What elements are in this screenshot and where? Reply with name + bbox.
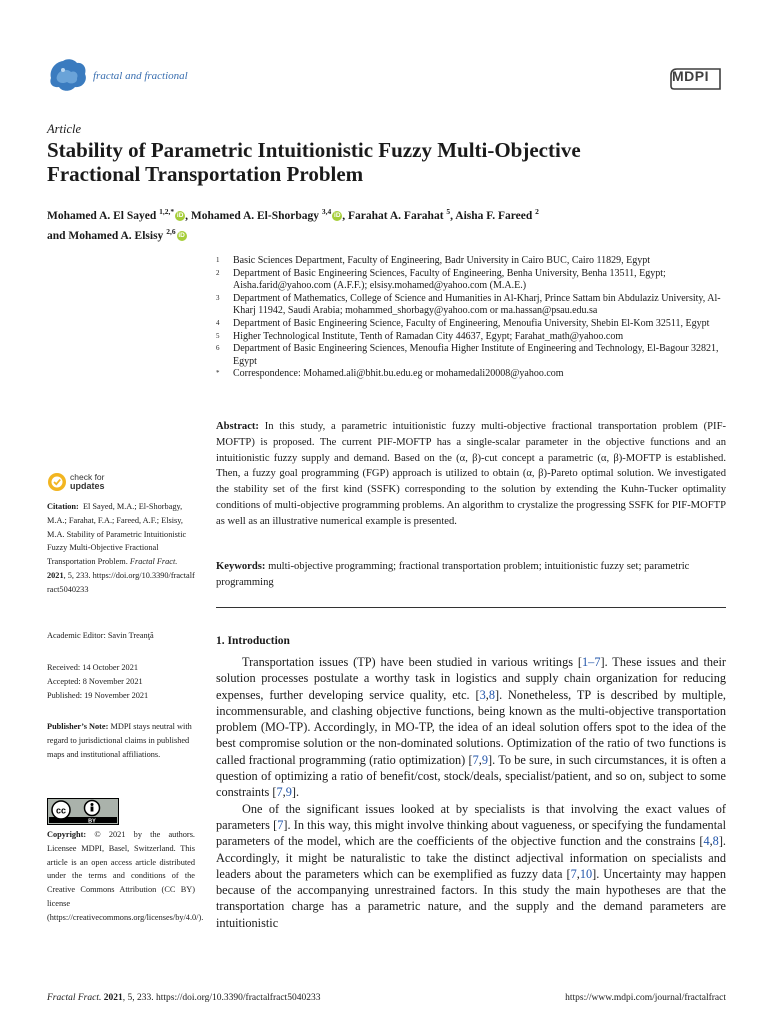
correspondence: * Correspondence: Mohamed.ali@bhit.bu.edu.eg or mohamedali20008@yahoo.com	[216, 368, 564, 380]
orcid-icon[interactable]: iD	[334, 212, 341, 220]
citation-link[interactable]: 9	[285, 785, 292, 800]
affiliation-item: 4 Department of Basic Engineering Science, Faculty of Engineering, Menoufia University, Shebin El-Kom 32511, Egypt	[216, 317, 710, 329]
section-divider	[216, 607, 726, 608]
author-affil-sup: 2,6	[166, 226, 176, 236]
citation-link[interactable]: 10	[579, 866, 593, 881]
author-affil-sup: 5	[446, 207, 451, 216]
copyright-label: Copyright:	[47, 830, 87, 839]
orcid-icon[interactable]: iD	[178, 232, 185, 240]
accepted-date: Accepted: 8 November 2021	[47, 676, 143, 686]
author-name[interactable]: Mohamed A. Elsisy	[68, 229, 164, 242]
author-affil-sup: 1,2,*	[159, 207, 175, 216]
article-type-label: Article	[47, 122, 82, 136]
citation-link[interactable]: 7	[594, 655, 601, 669]
mdpi-logo-text: MDPI	[672, 68, 709, 84]
author-affil-sup: 3,4	[321, 207, 332, 216]
title-line-2: Fractional Transportation Problem	[47, 162, 364, 186]
citation-link[interactable]: 7	[570, 866, 577, 881]
footer-citation: Fractal Fract. 2021, 5, 233. https://doi.org/10.3390/fractalfract5040233	[47, 993, 321, 1003]
cc-by-license-icon[interactable]	[47, 798, 119, 825]
affiliation-item: 3 Department of Mathematics, College of Science and Humanities in Al-Kharj, Prince Sattam bin Abdulaziz University, Al-Kharj 11942, Saudi Arabia; mohammed_shorbagy@yahoo.com or ma.hassan@psau.edu.sa	[216, 292, 721, 317]
title-line-1: Stability of Parametric Intuitionistic Fuzzy Multi-Objective	[47, 138, 581, 162]
keywords-label: Keywords:	[216, 561, 266, 572]
journal-logo-icon	[47, 56, 89, 94]
citation-link[interactable]: 4	[703, 834, 710, 849]
citation-link[interactable]: 7	[276, 785, 283, 800]
abstract	[216, 419, 726, 530]
citation-link[interactable]: 8	[712, 834, 719, 849]
author-name[interactable]: Farahat A. Farahat	[348, 209, 444, 222]
cc-label: cc	[55, 805, 67, 816]
received-date: Received: 14 October 2021	[47, 663, 139, 672]
introduction-body	[216, 654, 726, 931]
citation-block: Citation: El Sayed, M.A.; El-Shorbagy, M.A.; Farahat, F.A.; Fareed, A.F.; Elsisy, M.A. Stability of Parametric Intuitionistic Fuzzy Multi-Objective Fractional Transportation Problem. Fractal Fract. 2021, 5, 233. https://doi.org/10.3390/fractalfract5040233	[47, 502, 195, 594]
dates-block	[47, 661, 195, 702]
citation-label: Citation:	[47, 502, 79, 511]
journal-name: fractal and fractional	[93, 70, 188, 82]
orcid-icon[interactable]: iD	[176, 212, 184, 220]
section-heading-introduction: 1. Introduction	[216, 635, 290, 647]
keywords-text: multi-objective programming; fractional transportation problem; intuitionistic fuzzy set; parametric programming	[216, 561, 690, 588]
copyright-block: Copyright: © 2021 by the authors. Licensee MDPI, Basel, Switzerland. This article is an open access article distributed under the terms and conditions of the Creative Commons Attribution (CC BY) license (https://creativecommons.org/licenses/by/4.0/).	[47, 830, 204, 922]
citation-link[interactable]: 8	[488, 687, 495, 702]
citation-link[interactable]: 7	[472, 752, 479, 767]
citation-link[interactable]: 7	[277, 817, 284, 832]
author-list: Mohamed A. El Sayed $^{1,2,*}$ iD , Mohamed A. El-Shorbagy $^{3,4}$ iD , Farahat A. Farahat $^5$, Aisha F. Fareed $^2$ and Mohamed A. Elsisy $^{2,6}$ iD	[47, 207, 539, 242]
abstract-text: In this study, a parametric intuitionistic fuzzy multi-objective fractional transportation problem (PIF-MOFTP) is proposed. The current PIF-MOFTP has a single-scalar parameter in the objective functions and an intuitionistic fuzzy supply and demand. Based on the (α, β)-cut concept a parametric (α, β)-MOFTP is established. Then, a fuzzy goal programming (FGP) approach is utilized to obtain (α, β)-Pareto optimal solution. We investigated the stability set of the first kind (SSFK) corresponding to the solution by extending the Kuhn-Tucker optimality conditions of multi-objective programming problems. An algorithm to crystalize the progressing SSFK for PIF-MOFTP as well as an illustrative numerical example is presented.	[216, 421, 726, 527]
published-date: Published: 19 November 2021	[47, 690, 149, 700]
citation-link[interactable]: 9	[481, 752, 489, 767]
body-paragraph: One of the significant issues looked at by specialists is that involving the exact values of parameters [7]. In this way, this might involve thinking about vagueness, or specifying the fundamental parameters of the model, which are the coefficients of the objective function and the constrains [4,8]. Accordingly, it might be naturalistic to take the distinct adjectival information on specialists and leaders about the parameters which can be exemplified as fuzzy data [7,10]. Uncertainty may happen because of the accompanying unrestrained factors. In this study the main hypotheses are that the transportation charge has a parametric nature, and the supply and the demand parameters are intuitionistic	[216, 801, 726, 930]
check-for-updates-link[interactable]: check for updates	[70, 472, 105, 491]
academic-editor: Academic Editor: Savin Treanţă	[47, 631, 154, 640]
body-paragraph: Transportation issues (TP) have been studied in various writings [1–7]. These issues and their solution processes postulate a worthy task in logistics and supply chain organization for reducing expenses, further developing service quality, etc. [3,8]. Nonetheless, TP is described by multiple, incommensurable, and clashing objective functions, being known as the multi-objective transportation problem (MO-TP). Accordingly, in MO-TP, the idea of an ideal solution offers spot to the idea of the best compromise solution or the non-dominated solutions. Optimization of the ratio of two functions is called fractional programming (ratio optimization) [7,9]. To be sure, in such circumstances, it is often a question of optimizing a ratio of benefit/cost, stock/deals, specialist/patient, and so on, subject to some constraints [7,9].	[216, 655, 727, 800]
footer-journal-url[interactable]: https://www.mdpi.com/journal/fractalfract	[565, 993, 726, 1003]
author-name[interactable]: Mohamed A. El Sayed	[47, 209, 157, 222]
author-name[interactable]: Aisha F. Fareed	[455, 209, 533, 222]
abstract-label: Abstract:	[216, 421, 259, 432]
affiliation-item: 2 Department of Basic Engineering Sciences, Faculty of Engineering, Benha University, Benha 13511, Egypt; Aisha.farid@yahoo.com (A.F.F.); elsisy.mohamed@yahoo.com (M.A.E.)	[216, 267, 666, 292]
affiliation-item: 1 Basic Sciences Department, Faculty of Engineering, Badr University in Cairo BUC, Cairo 11829, Egypt	[216, 255, 651, 266]
page-title	[47, 138, 727, 186]
affiliation-item: 5 Higher Technological Institute, Tenth of Ramadan City 44637, Egypt; Farahat_math@yahoo.com	[216, 330, 624, 342]
author-affil-sup: 2	[535, 207, 539, 216]
check-for-updates-icon[interactable]	[47, 472, 67, 492]
author-name[interactable]: Mohamed A. El-Shorbagy	[190, 209, 320, 222]
by-label: BY	[88, 818, 96, 825]
affiliation-item: 6 Department of Basic Engineering Sciences, Menoufia Higher Institute of Engineering and Technology, El-Bagour 32821, Egypt	[216, 343, 719, 367]
citation-doi-link[interactable]: https://doi.org/10.3390/fractalfract5040233	[47, 570, 195, 594]
citation-link[interactable]: 3	[479, 687, 486, 702]
publisher-note: Publisher’s Note: MDPI stays neutral with regard to jurisdictional claims in published maps and institutional affiliations.	[47, 722, 192, 759]
citation-link[interactable]: 1	[582, 655, 589, 669]
affiliations	[216, 255, 726, 381]
keywords	[216, 559, 726, 591]
